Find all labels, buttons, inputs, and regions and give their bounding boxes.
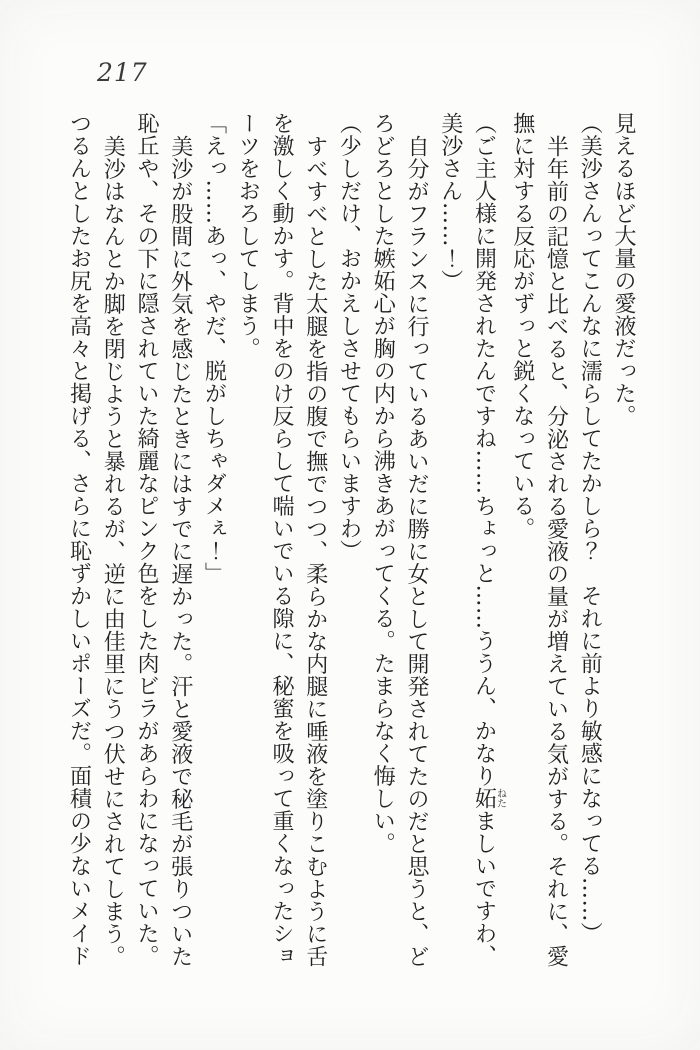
- page-number: 217: [97, 58, 148, 87]
- paragraph: 自分がフランスに行っているあいだに勝に女として開発されてたのだと思うと、どろどろとした嫉妬心が胸の内から沸きあがってくる。たまらなく悔しい。: [370, 112, 429, 967]
- paragraph: 見えるほど大量の愛液だった。: [611, 112, 636, 427]
- paragraph: （ご主人様に開発されたんですね……ちょっと……ううん、かなり妬ねたましいですわ、美沙さん……！）: [437, 112, 506, 967]
- paragraph: 「えっ……あっ、やだ、脱がしちゃダメぇ！」: [201, 112, 227, 585]
- paragraph: すべすべとした太腿を指の腹で撫でつつ、柔らかな内腿に唾液を塗りこむように舌を激しく動かす。背中をのけ反らして喘いでいる隙に、秘蜜を吸って重くなったショーツをおろしてしまう。: [235, 112, 328, 967]
- paragraph: 美沙はなんとか脚を閉じようと暴れるが、逆に由佳里にうつ伏せにされてしまう。つるんとしたお尻を高々と掲げる、さらに恥ずかしいポーズだ。面積の少ないメイド: [66, 112, 126, 967]
- paragraph: 美沙が股間に外気を感じたときにはすでに遅かった。汗と愛液で秘毛が張りついた恥丘や、その下に隠されていた綺麗なピンク色をした肉ビラがあらわになっていた。: [134, 112, 193, 967]
- ruby-annotated-text: 妬ねた: [471, 787, 506, 810]
- paragraph: 半年前の記憶と比べると、分泌される愛液の量が増えている気がする。それに、愛撫に対する反応がずっと鋭くなっている。: [509, 112, 569, 967]
- paragraph: （少しだけ、おかえしさせてもらいますわ）: [336, 112, 362, 562]
- novel-text-block: [66, 112, 640, 968]
- paragraph: （美沙さんってこんなに濡らしてたかしら？ それに前より敏感になってる……）: [577, 112, 603, 945]
